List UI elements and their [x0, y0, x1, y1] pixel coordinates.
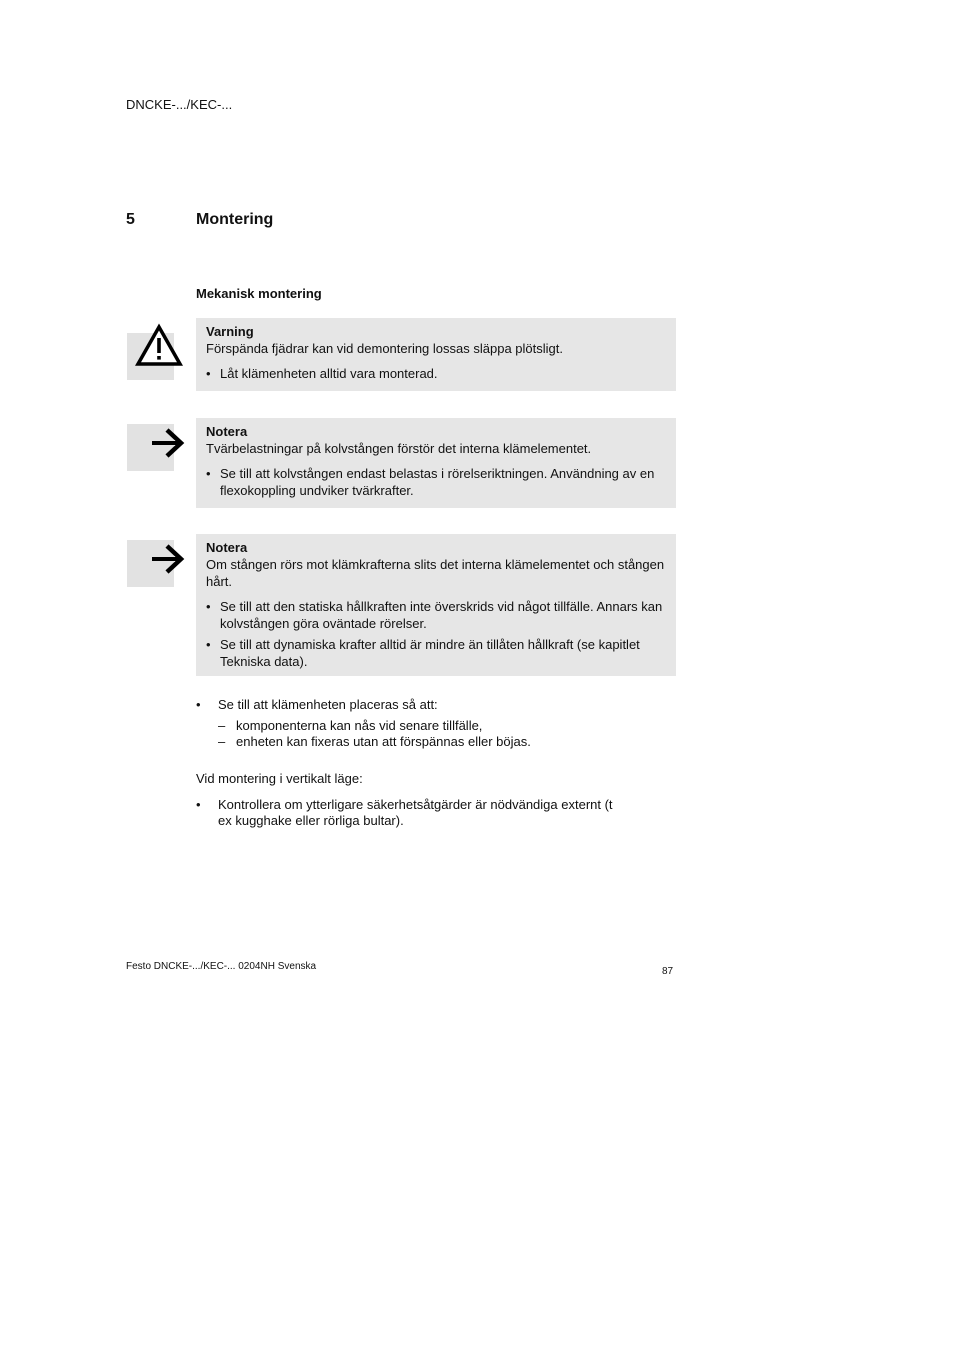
- placement-dash-item: – komponenterna kan nås vid senare tillfälle,: [196, 718, 676, 734]
- notice-title: Varning: [206, 324, 254, 339]
- chapter-title: Montering: [196, 211, 274, 228]
- section-title: Mekanisk montering: [196, 286, 322, 301]
- notice-bullets: [206, 365, 666, 382]
- notice-text: Om stången rörs mot klämkrafterna slits det interna klämelementet och stången hårt.: [206, 557, 665, 589]
- vertical-list: [196, 797, 616, 829]
- note-icon-box: [127, 424, 174, 471]
- header-doc-code: DNCKE-.../KEC-...: [126, 97, 233, 112]
- note-notice-1: [196, 418, 676, 508]
- notice-bullet: • Se till att kolvstången endast belastas i rörelseriktningen. Användning av en flexokoppling undviker tvärkrafter.: [206, 465, 666, 499]
- notice-bullets: [206, 465, 666, 499]
- notice-text: Tvärbelastningar på kolvstången förstör det interna klämelementet.: [206, 441, 592, 456]
- notice-bullet: • Se till att den statiska hållkraften inte överskrids vid något tillfälle. Annars kan kolvstången göra oväntade rörelser.: [206, 598, 666, 632]
- placement-dash-item: – enheten kan fixeras utan att förspännas eller böjas.: [196, 734, 676, 750]
- notice-bullets: [206, 598, 666, 670]
- chapter-number: 5: [126, 211, 135, 228]
- notice-text: Förspända fjädrar kan vid demontering lossas släppa plötsligt.: [206, 341, 563, 356]
- placement-list: [196, 697, 676, 750]
- warning-icon-box: [127, 333, 174, 380]
- notice-bullet: • Se till att dynamiska krafter alltid är mindre än tillåten hållkraft (se kapitlet Tekniska data).: [206, 636, 666, 670]
- notice-title: Notera: [206, 540, 248, 555]
- page-number: 87: [662, 966, 674, 977]
- note-icon-box: [127, 540, 174, 587]
- placement-bullet: • Se till att klämenheten placeras så att:: [196, 697, 676, 713]
- vertical-intro: Vid montering i vertikalt läge:: [196, 771, 363, 786]
- notice-bullet: • Låt klämenheten alltid vara monterad.: [206, 365, 666, 382]
- vertical-bullet: • Kontrollera om ytterligare säkerhetsåtgärder är nödvändiga externt (t ex kugghake eller rörliga bultar).: [196, 797, 616, 829]
- notice-title: Notera: [206, 424, 248, 439]
- footer-doc-info: Festo DNCKE-.../KEC-... 0204NH Svenska: [126, 961, 317, 972]
- warning-notice: [196, 318, 676, 391]
- note-notice-2: [196, 534, 676, 676]
- warning-triangle-shape: [135, 323, 195, 370]
